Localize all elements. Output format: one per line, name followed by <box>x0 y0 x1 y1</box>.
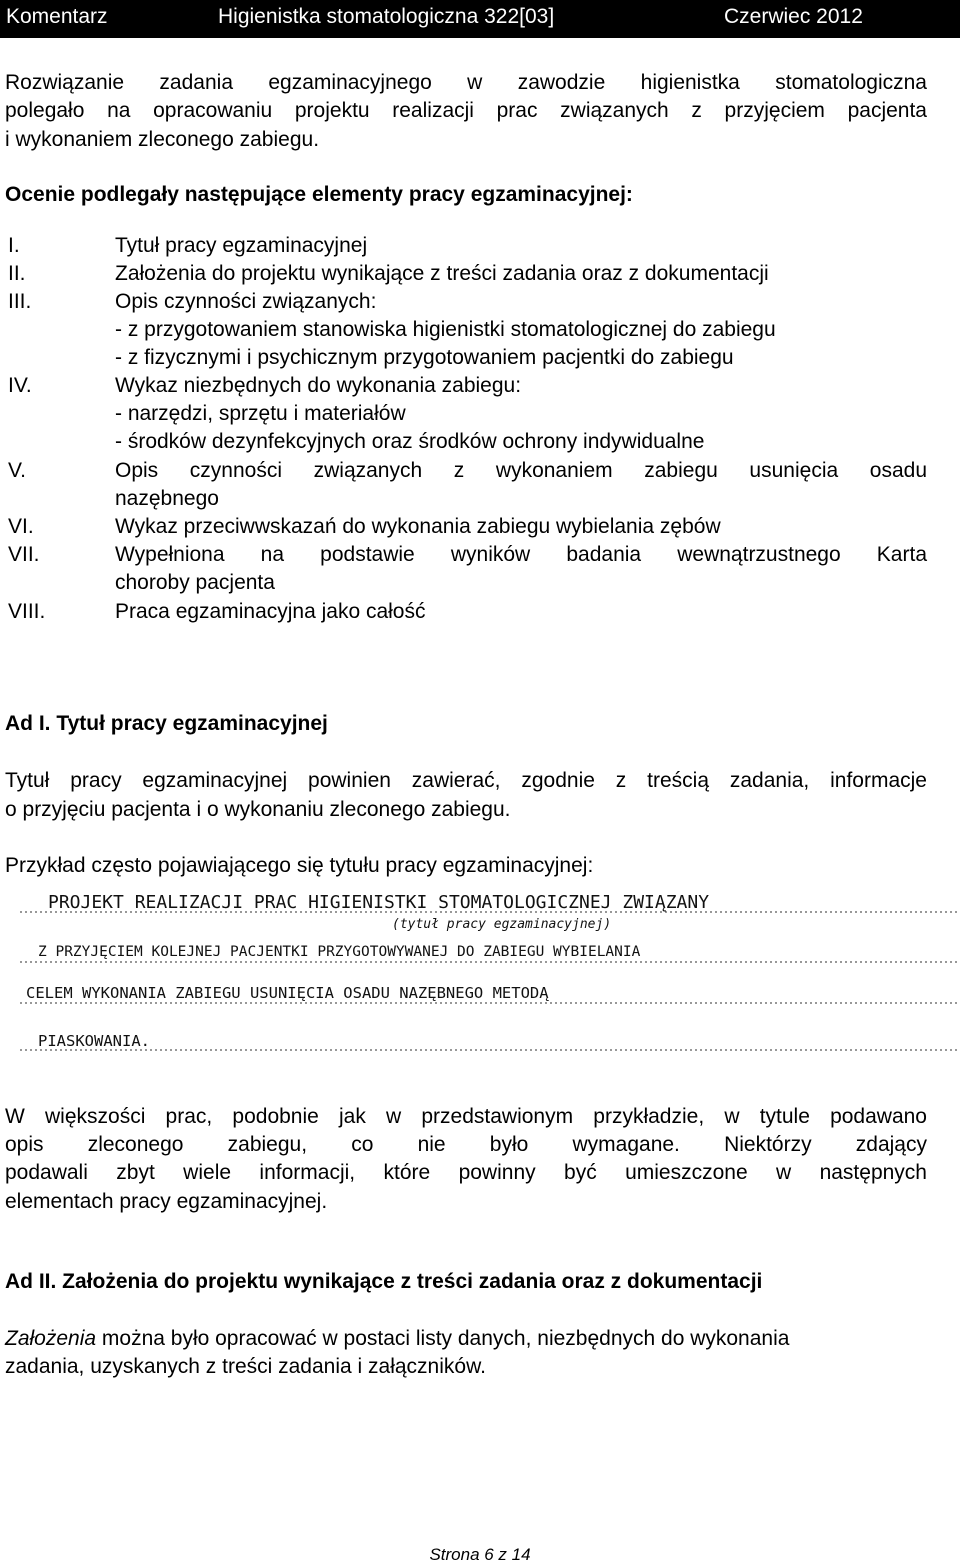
item-number: VII. <box>8 543 40 566</box>
intro-line-1: Rozwiązanie zadania egzaminacyjnego w zawodzie higienistka stomatologiczna <box>5 71 927 94</box>
item-number: I. <box>8 234 20 257</box>
handwritten-line-3: CELEM WYKONANIA ZABIEGU USUNIĘCIA OSADU NAZĘBNEGO METODĄ <box>26 984 549 1002</box>
item-subtext: - środków dezynfekcyjnych oraz środków ochrony indywidualne <box>115 430 705 453</box>
section-1-para-line: W większości prac, podobnie jak w przedstawionym przykładzie, w tytule podawano <box>5 1105 927 1128</box>
item-number: V. <box>8 459 26 482</box>
italic-term: Założenia <box>5 1327 97 1350</box>
item-text: Opis czynności związanych: <box>115 290 377 313</box>
item-text: Wypełniona na podstawie wyników badania wewnątrzustnego Karta <box>115 543 927 566</box>
item-number: IV. <box>8 374 32 397</box>
elements-heading: Ocenie podlegały następujące elementy pracy egzaminacyjnej: <box>5 183 633 206</box>
item-text: Tytuł pracy egzaminacyjnej <box>115 234 368 257</box>
section-1-para-line: podawali zbyt wiele informacji, które powinny być umieszczone w następnych <box>5 1161 927 1184</box>
page-number: Strona 6 z 14 <box>429 1545 531 1564</box>
item-number: VI. <box>8 515 34 538</box>
section-2-heading: Ad II. Założenia do projektu wynikające z treści zadania oraz z dokumentacji <box>5 1270 763 1293</box>
handwritten-title-example <box>20 890 960 1060</box>
section-1-para-line: o przyjęciu pacjenta i o wykonaniu zleconego zabiegu. <box>5 798 511 821</box>
section-1-heading: Ad I. Tytuł pracy egzaminacyjnej <box>5 712 328 735</box>
item-text: Założenia do projektu wynikające z treści zadania oraz z dokumentacji <box>115 262 769 285</box>
section-1-para-line: elementach pracy egzaminacyjnej. <box>5 1190 328 1213</box>
section-1-para-line: Tytuł pracy egzaminacyjnej powinien zawierać, zgodnie z treścią zadania, informacje <box>5 769 927 792</box>
handwritten-line-2: Z PRZYJĘCIEM KOLEJNEJ PACJENTKI PRZYGOTOWYWANEJ DO ZABIEGU WYBIELANIA <box>38 944 641 960</box>
item-number: III. <box>8 290 32 313</box>
item-text: Opis czynności związanych z wykonaniem zabiegu usunięcia osadu <box>115 459 927 482</box>
section-2-para-line: Założenia można było opracować w postaci listy danych, niezbędnych do wykonania <box>5 1327 790 1350</box>
item-subtext: - z fizycznymi i psychicznym przygotowaniem pacjentki do zabiegu <box>115 346 734 369</box>
handwritten-line-4: PIASKOWANIA. <box>38 1032 150 1050</box>
handwritten-line-1: PROJEKT REALIZACJI PRAC HIGIENISTKI STOMATOLOGICZNEJ ZWIĄZANY <box>48 892 710 913</box>
intro-line-2: polegało na opracowaniu projektu realizacji prac związanych z przyjęciem pacjenta <box>5 99 927 122</box>
page-header <box>0 0 960 38</box>
item-number: VIII. <box>8 600 46 623</box>
section-1-para-line: opis zleconego zabiegu, co nie było wymagane. Niektórzy zdający <box>5 1133 927 1156</box>
item-text-cont: nazębnego <box>115 487 219 510</box>
item-text: Wykaz niezbędnych do wykonania zabiegu: <box>115 374 522 397</box>
intro-line-3: i wykonaniem zleconego zabiegu. <box>5 128 320 151</box>
item-subtext: - narzędzi, sprzętu i materiałów <box>115 402 406 425</box>
item-text: Wykaz przeciwwskazań do wykonania zabiegu wybielania zębów <box>115 515 721 538</box>
header-center: Higienistka stomatologiczna 322[03] <box>218 5 555 28</box>
example-intro: Przykład często pojawiającego się tytułu pracy egzaminacyjnej: <box>5 854 594 877</box>
section-2-para-line: zadania, uzyskanych z treści zadania i załączników. <box>5 1355 486 1378</box>
item-subtext: - z przygotowaniem stanowiska higienistki stomatologicznej do zabiegu <box>115 318 776 341</box>
handwritten-caption: (tytuł pracy egzaminacyjnej) <box>392 917 612 932</box>
item-number: II. <box>8 262 26 285</box>
item-text: Praca egzaminacyjna jako całość <box>115 600 426 623</box>
header-right: Czerwiec 2012 <box>724 5 863 28</box>
header-left: Komentarz <box>6 5 108 28</box>
item-text-cont: choroby pacjenta <box>115 571 275 594</box>
